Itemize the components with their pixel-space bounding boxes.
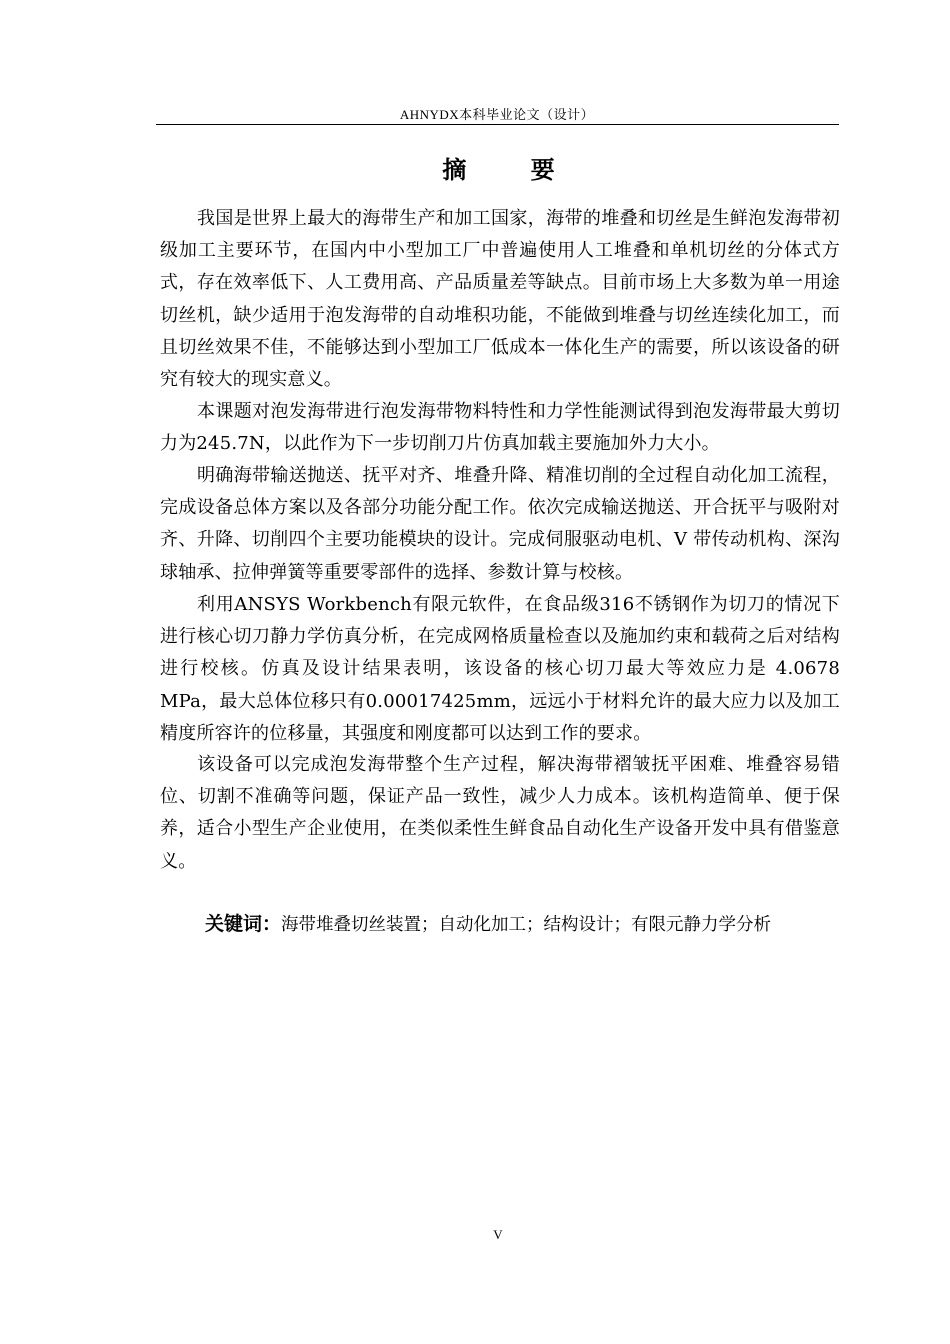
- abstract-paragraph-1: 我国是世界上最大的海带生产和加工国家，海带的堆叠和切丝是生鲜泡发海带初级加工主要环节，在国内中小型加工厂中普遍使用人工堆叠和单机切丝的分体式方式，存在效率低下、人工费用高、产品质量差等缺点。目前市场上大多数为单一用途切丝机，缺少适用于泡发海带的自动堆积功能，不能做到堆叠与切丝连续化加工，而且切丝效果不佳，不能够达到小型加工厂低成本一体化生产的需要，所以该设备的研究有较大的现实意义。: [160, 208, 840, 391]
- abstract-paragraph-5: 该设备可以完成泡发海带整个生产过程，解决海带褶皱抚平困难、堆叠容易错位、切割不准确等问题，保证产品一致性，减少人力成本。该机构造简单、便于保养，适合小型生产企业使用，在类似柔性生鲜食品自动化生产设备开发中具有借鉴意义。: [160, 754, 840, 872]
- keywords-label: 关键词：: [205, 913, 282, 935]
- abstract-title: 摘 要: [442, 156, 583, 184]
- page-number: V: [493, 1227, 503, 1242]
- abstract-paragraph-2: 本课题对泡发海带进行泡发海带物料特性和力学性能测试得到泡发海带最大剪切力为245.7N，以此作为下一步切削刀片仿真加载主要施加外力大小。: [160, 401, 840, 455]
- running-header: AHNYDX本科毕业论文（设计）: [399, 107, 595, 122]
- keywords-text: 海带堆叠切丝装置；自动化加工；结构设计；有限元静力学分析: [281, 915, 772, 935]
- abstract-paragraph-4: 利用ANSYS Workbench有限元软件，在食品级316不锈钢作为切刀的情况下进行核心切刀静力学仿真分析，在完成网格质量检查以及施加约束和载荷之后对结构进行校核。仿真及设计结果表明，该设备的核心切刀最大等效应力是 4.0678 MPa，最大总体位移只有0.00017425mm，远远小于材料允许的最大应力以及加工精度所容许的位移量，其强度和刚度都可以达到工作的要求。: [160, 594, 840, 744]
- keywords-line: [205, 909, 855, 940]
- abstract-paragraph-3: 明确海带输送抛送、抚平对齐、堆叠升降、精准切削的全过程自动化加工流程，完成设备总体方案以及各部分功能分配工作。依次完成输送抛送、开合抚平与吸附对齐、升降、切削四个主要功能模块的设计。完成伺服驱动电机、V 带传动机构、深沟球轴承、拉伸弹簧等重要零部件的选择、参数计算与校核。: [160, 465, 840, 583]
- header-rule: [156, 124, 839, 125]
